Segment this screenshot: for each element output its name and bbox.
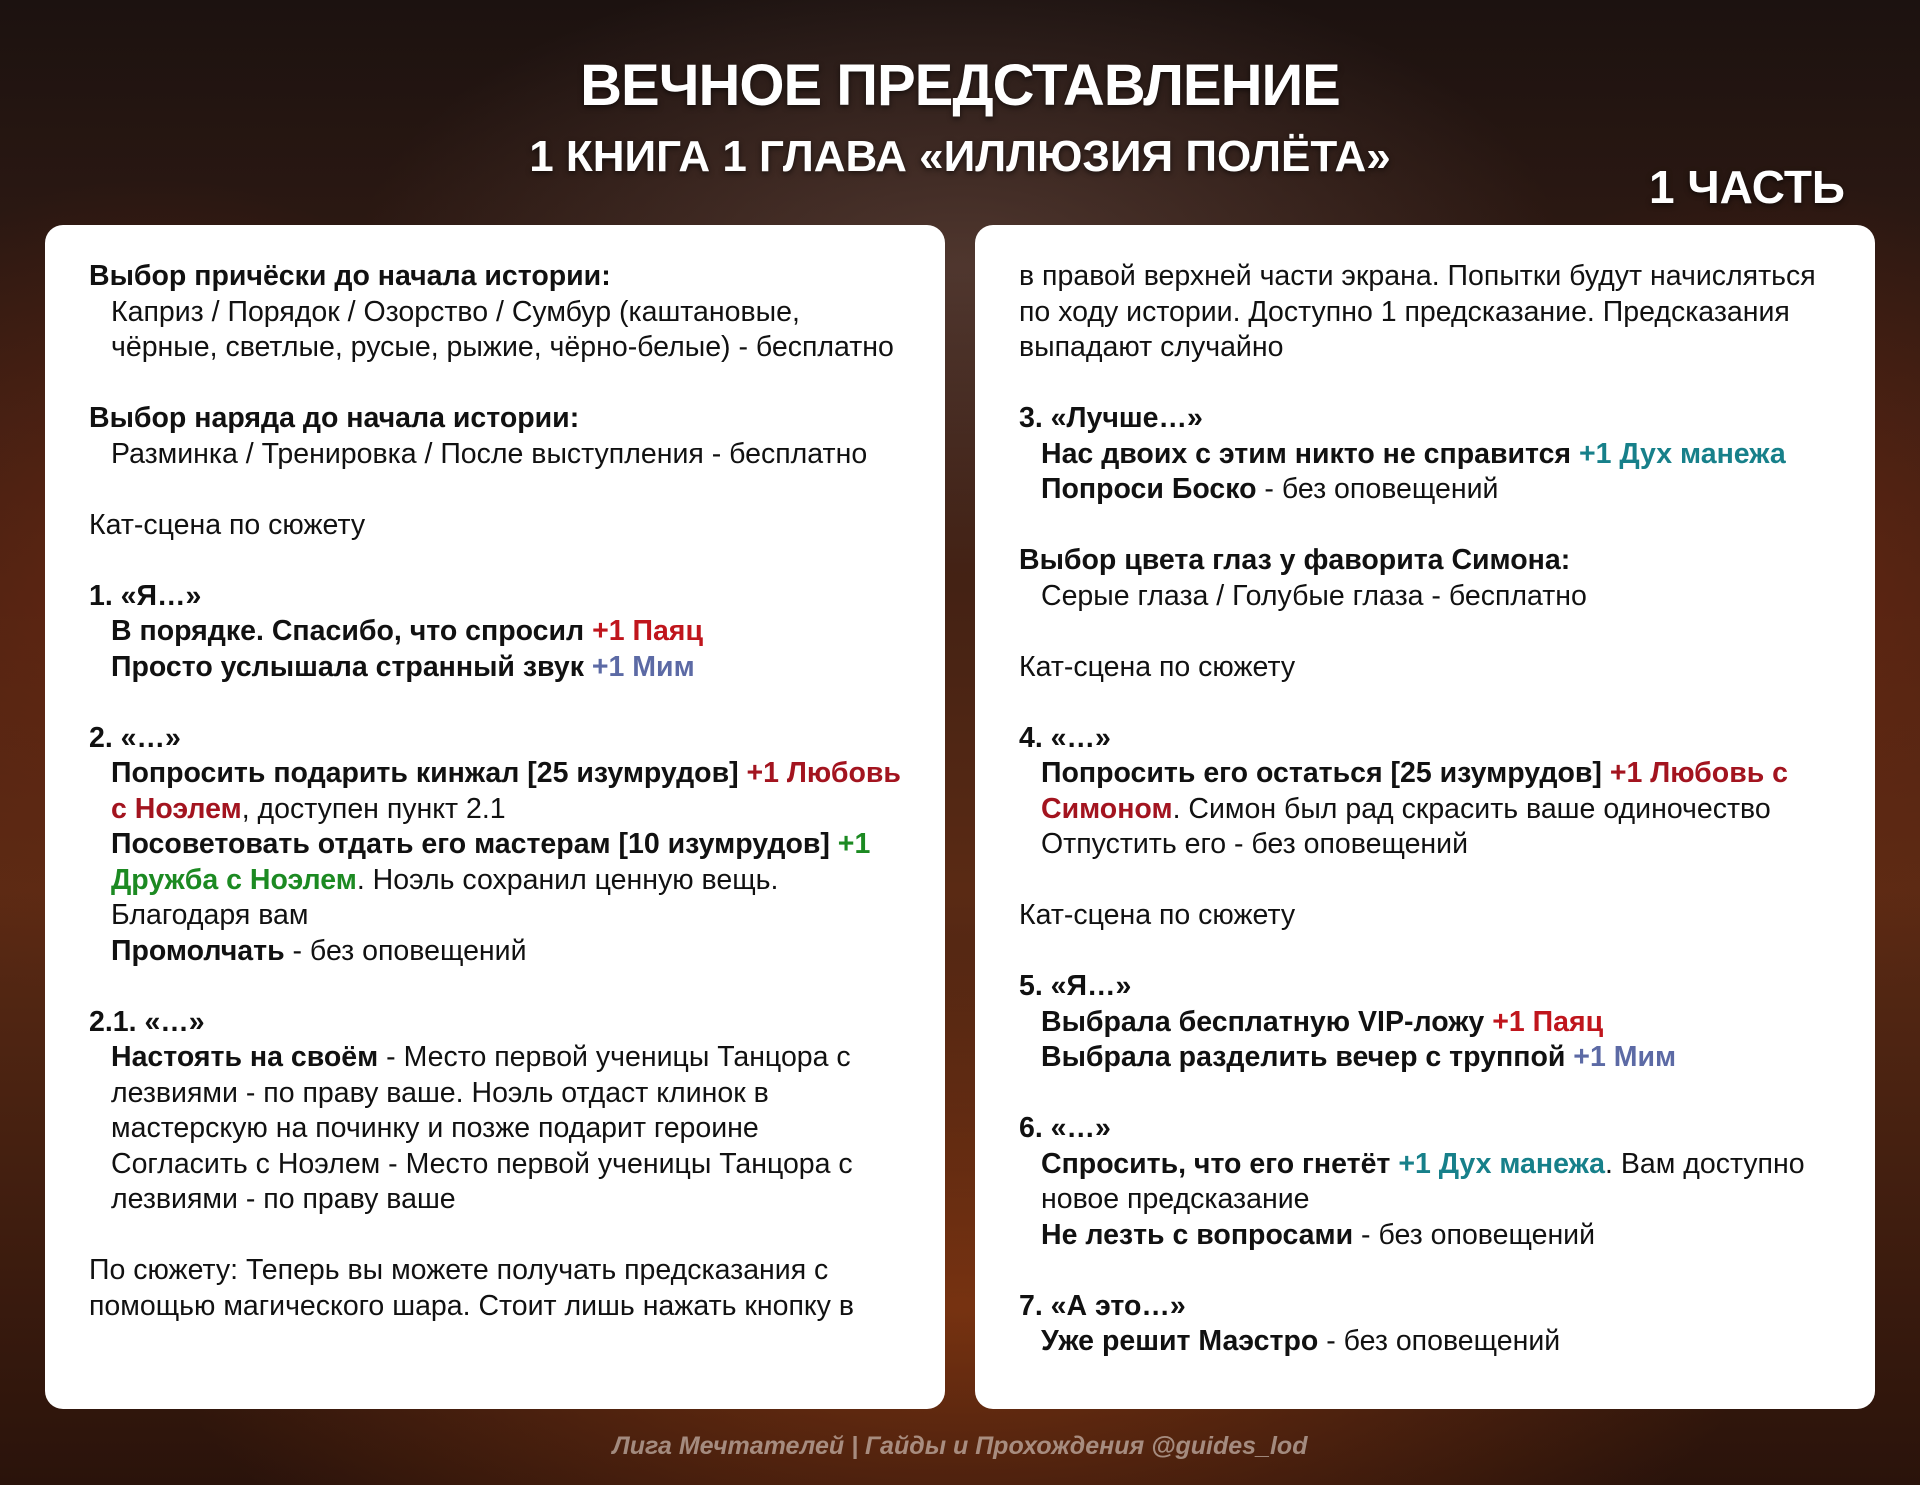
answer-3-1: Нас двоих с этим никто не справится +1 Дух манежа bbox=[1041, 437, 1786, 470]
answer-2-1-2: Согласить с Ноэлем - Место первой ученицы Танцора с лезвиями - по праву ваше bbox=[111, 1147, 853, 1215]
cutscene-note: Кат-сцена по сюжету bbox=[89, 508, 366, 541]
reward-mime: +1 Мим bbox=[1573, 1041, 1677, 1073]
question-6-heading: 6. «…» bbox=[1019, 1112, 1111, 1144]
answer-2-1: Попросить подарить кинжал [25 изумрудов] +1 Любовь с Ноэлем, доступен пункт 2.1 bbox=[111, 757, 901, 825]
answer-2-1-1: Настоять на своём - Место первой ученицы Танцора с лезвиями - по праву ваше. Ноэль отдаст клинок в мастерскую на починку и позже подарит героине bbox=[111, 1041, 851, 1144]
reward-love-simon: +1 Любовь с Симоном bbox=[1041, 757, 1789, 825]
question-4-heading: 4. «…» bbox=[1019, 721, 1111, 754]
footer-credit: Лига Мечтателей | Гайды и Прохождения @guides_lod bbox=[612, 1432, 1308, 1460]
reward-spirit: +1 Дух манежа bbox=[1578, 437, 1786, 470]
reward-mime: +1 Мим bbox=[591, 650, 695, 683]
left-panel bbox=[45, 225, 945, 1409]
question-3-heading: 3. «Лучше…» bbox=[1019, 402, 1203, 434]
question-5-heading: 5. «Я…» bbox=[1019, 970, 1132, 1002]
reward-paiats: +1 Паяц bbox=[1492, 1005, 1604, 1038]
answer-2-3: Промолчать - без оповещений bbox=[111, 934, 527, 967]
question-1-heading: 1. «Я…» bbox=[89, 579, 202, 612]
outfit-heading: Выбор наряда до начала истории: bbox=[89, 402, 580, 434]
question-2-heading: 2. «…» bbox=[89, 721, 181, 754]
answer-3-2: Попроси Боско - без оповещений bbox=[1041, 473, 1499, 505]
answer-4-1: Попросить его остаться [25 изумрудов] +1 Любовь с Симоном. Симон был рад скрасить ваше одиночество bbox=[1041, 757, 1789, 825]
answer-7-1: Уже решит Маэстро - без оповещений bbox=[1041, 1325, 1561, 1357]
answer-1-2: Просто услышала странный звук +1 Мим bbox=[111, 650, 695, 683]
cutscene-note: Кат-сцена по сюжету bbox=[1019, 650, 1296, 683]
answer-6-2: Не лезть с вопросами - без оповещений bbox=[1041, 1218, 1596, 1251]
hair-options: Каприз / Порядок / Озорство / Сумбур (каштановые, чёрные, светлые, русые, рыжие, чёрно-белые) - бесплатно bbox=[111, 295, 894, 363]
reward-spirit: +1 Дух манежа bbox=[1398, 1147, 1605, 1180]
answer-5-2: Выбрала разделить вечер с труппой +1 Мим bbox=[1041, 1041, 1677, 1073]
cutscene-note: Кат-сцена по сюжету bbox=[1019, 899, 1296, 931]
eyes-options: Серые глаза / Голубые глаза - бесплатно bbox=[1041, 579, 1587, 612]
page-subtitle: 1 КНИГА 1 ГЛАВА «ИЛЛЮЗИЯ ПОЛЁТА» bbox=[529, 132, 1391, 181]
question-7-heading: 7. «А это…» bbox=[1019, 1289, 1186, 1322]
answer-2-2: Посоветовать отдать его мастерам [10 изумрудов] +1 Дружба с Ноэлем. Ноэль сохранил ценную вещь. Благодаря вам bbox=[111, 828, 871, 931]
story-note-continued: в правой верхней части экрана. Попытки будут начисляться по ходу истории. Доступно 1 предсказание. Предсказания выпадают случайно bbox=[1019, 260, 1816, 363]
question-2-1-heading: 2.1. «…» bbox=[89, 1005, 205, 1038]
answer-1-1: В порядке. Спасибо, что спросил +1 Паяц bbox=[111, 615, 703, 647]
answer-4-2: Отпустить его - без оповещений bbox=[1041, 828, 1468, 860]
reward-paiats: +1 Паяц bbox=[592, 615, 703, 647]
outfit-options: Разминка / Тренировка / После выступления - бесплатно bbox=[111, 437, 868, 470]
reward-love-noel: +1 Любовь с Ноэлем bbox=[111, 757, 901, 825]
story-note: По сюжету: Теперь вы можете получать предсказания с помощью магического шара. Стоит лишь нажать кнопку в bbox=[89, 1254, 854, 1322]
right-panel bbox=[975, 225, 1875, 1409]
hair-heading: Выбор причёски до начала истории: bbox=[89, 260, 611, 292]
eyes-heading: Выбор цвета глаз у фаворита Симона: bbox=[1019, 544, 1571, 576]
answer-6-1: Спросить, что его гнетёт +1 Дух манежа. Вам доступно новое предсказание bbox=[1041, 1147, 1805, 1215]
reward-friendship-noel: +1 Дружба с Ноэлем bbox=[111, 828, 871, 896]
answer-5-1: Выбрала бесплатную VIP-ложу +1 Паяц bbox=[1041, 1005, 1604, 1038]
part-label: 1 ЧАСТЬ bbox=[1649, 161, 1845, 213]
page-title: ВЕЧНОЕ ПРЕДСТАВЛЕНИЕ bbox=[580, 53, 1340, 118]
